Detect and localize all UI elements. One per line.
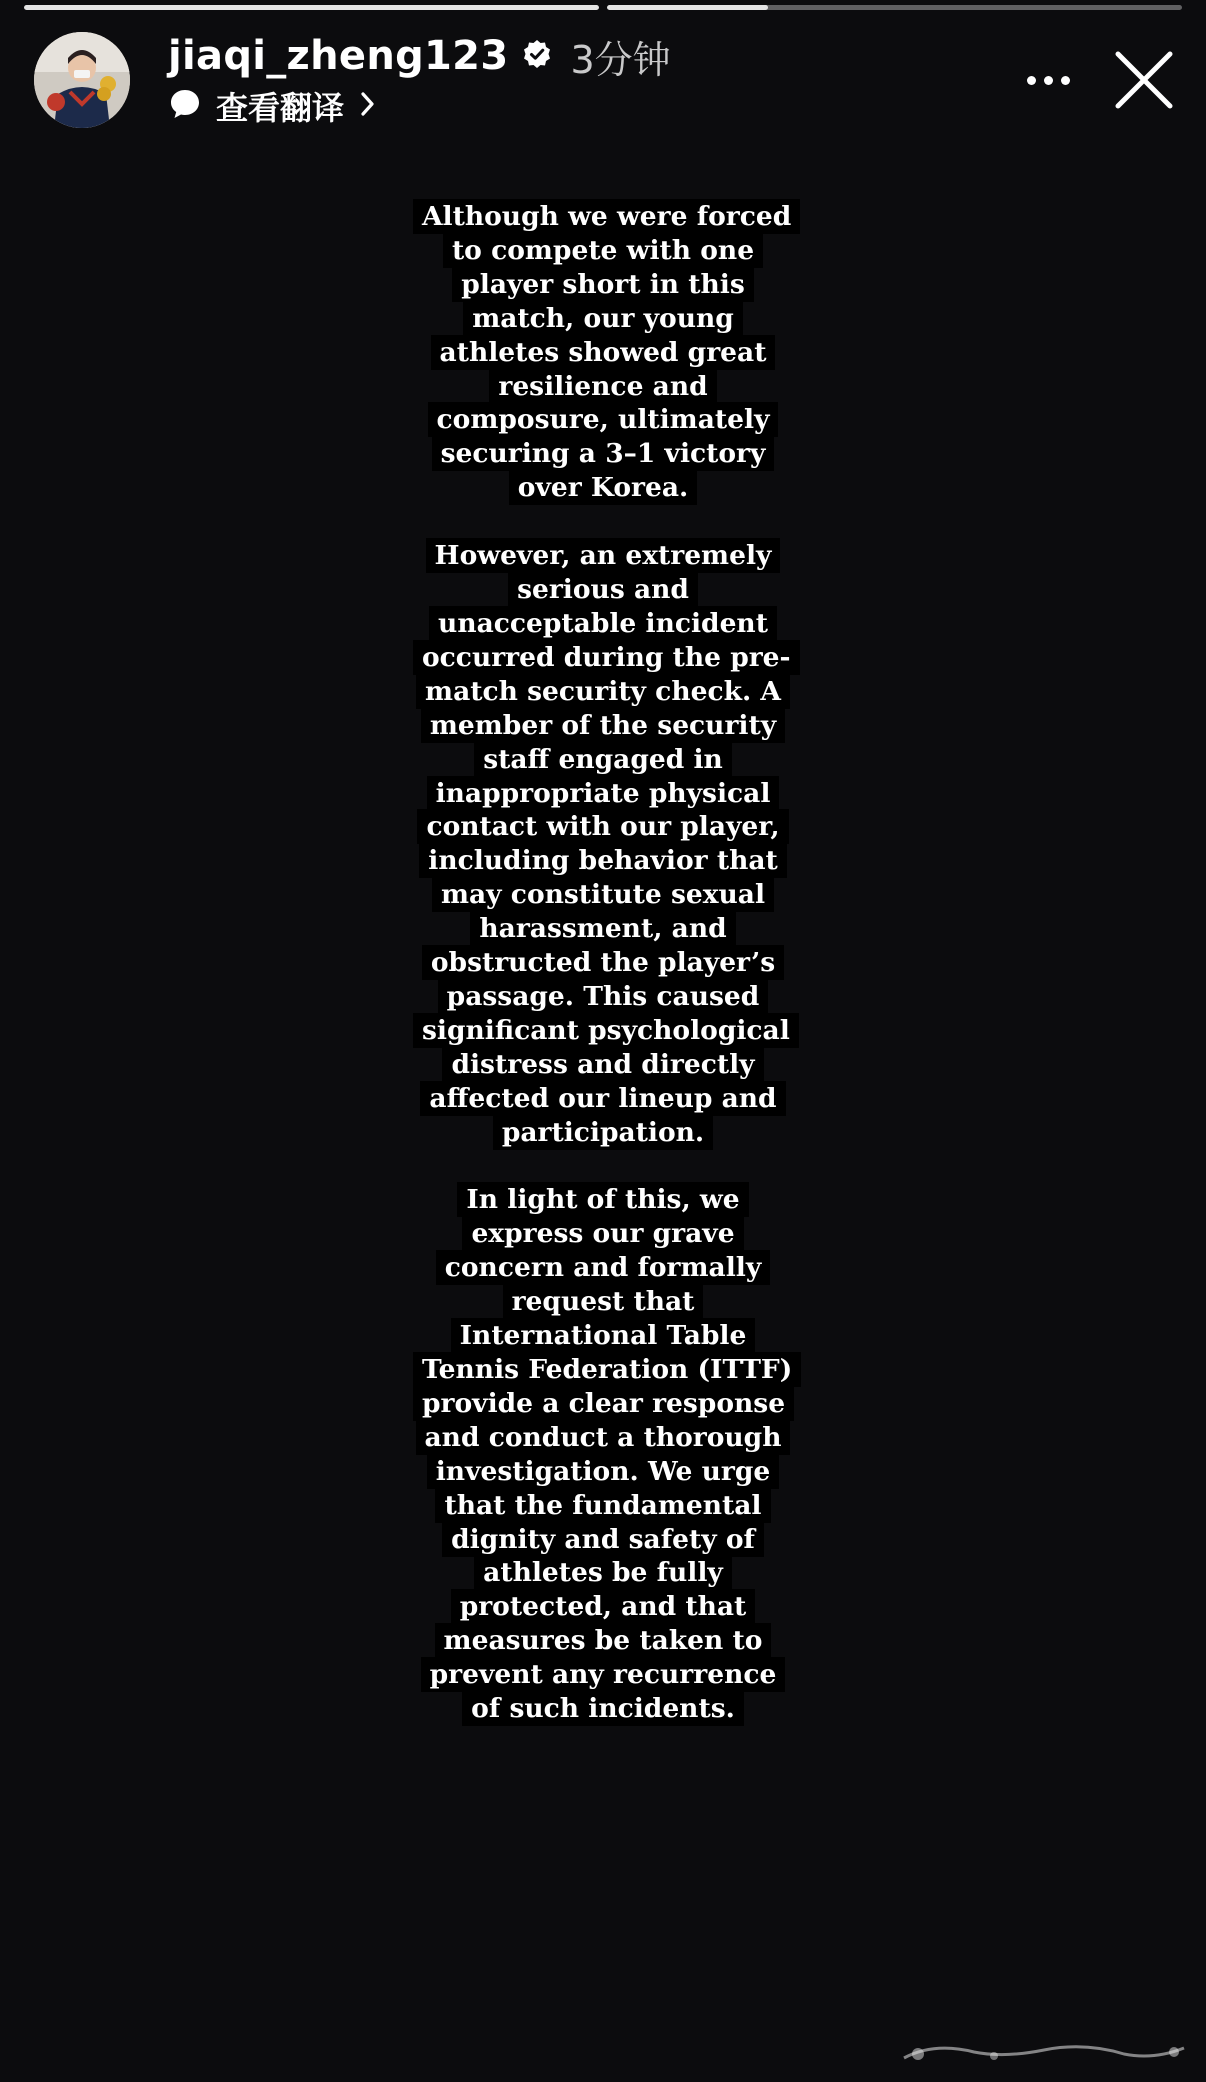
progress-segment-1	[24, 5, 599, 10]
avatar-image	[34, 32, 130, 128]
username[interactable]: jiaqi_zheng123	[168, 33, 509, 79]
more-horizontal-icon-dot	[1061, 76, 1070, 85]
progress-fill-1	[24, 5, 599, 10]
verified-badge-icon	[522, 39, 552, 73]
more-horizontal-icon-dot	[1044, 76, 1053, 85]
more-options-button[interactable]	[1008, 50, 1088, 110]
close-button[interactable]	[1112, 48, 1176, 112]
see-translation-label: 查看翻译	[216, 89, 345, 127]
paragraph-text: Although we were forced to compete with one player short in this match, our young athletes showed great resilience and composure, ultimately securing a 3–1 victory over Korea.	[413, 199, 800, 505]
paragraph-text: However, an extremely serious and unacceptable incident occurred during the pre-match security check. A member of the security staff engaged in inappropriate physical contact with our player, including behavior that may constitute sexual harassment, and obstructed the player’s passage. This caused significant psychological distress and directly affected our lineup and participation.	[413, 538, 800, 1149]
close-icon	[1112, 48, 1176, 112]
chevron-right-icon	[358, 89, 378, 123]
avatar[interactable]	[34, 32, 130, 128]
username-row	[168, 30, 671, 82]
more-horizontal-icon-dot	[1027, 76, 1036, 85]
paragraph-1	[413, 200, 793, 505]
speech-bubble-icon	[168, 87, 202, 125]
see-translation-link[interactable]	[168, 82, 378, 130]
progress-fill-2	[607, 5, 768, 10]
story-progress-bar	[24, 5, 1182, 10]
paragraph-3	[413, 1183, 793, 1726]
post-time: 3分钟	[570, 37, 671, 82]
paragraph-text: In light of this, we express our grave concern and formally request that International Table Tennis Federation (ITTF) provide a clear response and conduct a thorough investigation. We urge that the fundamental dignity and safety of athletes be fully protected, and that measures be taken to prevent any recurrence of such incidents.	[413, 1182, 801, 1726]
story-text-content	[0, 200, 1206, 1760]
story-header	[34, 30, 1176, 130]
paragraph-2	[413, 539, 793, 1149]
watermark-icon	[894, 2028, 1194, 2068]
progress-segment-2	[607, 5, 1182, 10]
